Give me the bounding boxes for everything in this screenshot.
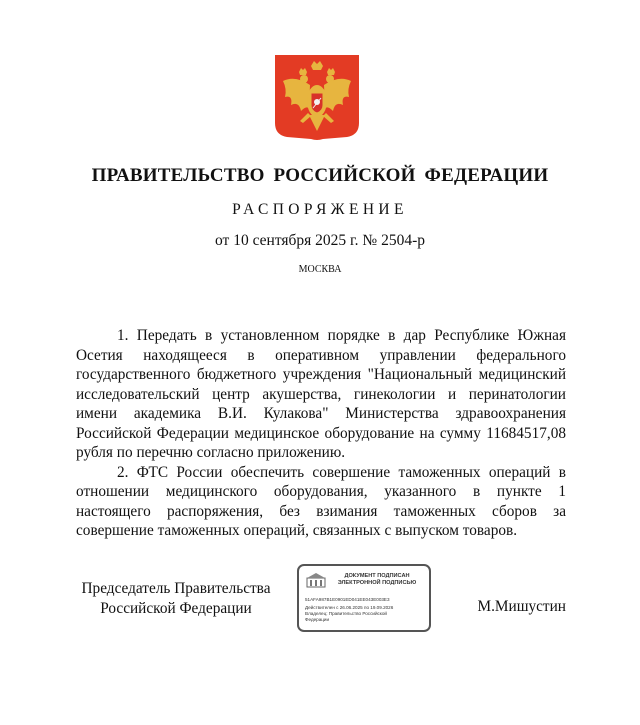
signer-position-line2: Российской Федерации xyxy=(100,599,252,617)
stamp-validity: Действителен с 26.06.2025 по 19.09.2026 xyxy=(305,605,394,610)
signer-name: М.Мишустин xyxy=(477,598,566,615)
coat-of-arms-emblem xyxy=(275,55,359,142)
stamp-title xyxy=(329,573,425,586)
document-date-number: от 10 сентября 2025 г. № 2504-р xyxy=(215,232,425,249)
document-city: МОСКВА xyxy=(298,264,342,275)
stamp-title-line1: ДОКУМЕНТ ПОДПИСАН xyxy=(344,573,410,579)
document-body xyxy=(76,326,566,541)
stamp-owner-line1: Владелец: Правительство Российской xyxy=(305,611,387,616)
electronic-signature-stamp xyxy=(297,564,431,632)
document-type: РАСПОРЯЖЕНИЕ xyxy=(232,201,408,218)
signer-position xyxy=(76,579,276,618)
stamp-title-line2: ЭЛЕКТРОННОЙ ПОДПИСЬЮ xyxy=(337,579,417,586)
stamp-owner-line2: Федерации xyxy=(305,617,330,622)
paragraph-2: 2. ФТС России обеспечить совершение таможенных операций в отношении медицинского оборудования, указанного в пункте 1 настоящего распоряжения, без взимания таможенных сборов за совершение таможенных операций, связанных с выпуском товаров. xyxy=(76,463,566,539)
government-title: ПРАВИТЕЛЬСТВО РОССИЙСКОЙ ФЕДЕРАЦИИ xyxy=(91,165,549,186)
signer-position-line1: Председатель Правительства xyxy=(81,580,271,597)
paragraph-1: 1. Передать в установленном порядке в дар Республике Южная Осетия находящееся в оперативном управлении федерального государственного бюджетного учреждения "Национальный медицинский исследовательский центр акушерства, гинекологии и перинатологии имени академика В.И. Кулакова" Министерства здравоохранения Российской Федерации медицинское оборудование на сумму 11684517,08 рубля по перечню согласно приложению. xyxy=(76,327,566,461)
stamp-serial: 51AFA987B1E0901ED041EE043E003E3 xyxy=(305,597,390,602)
government-building-icon xyxy=(306,572,326,588)
